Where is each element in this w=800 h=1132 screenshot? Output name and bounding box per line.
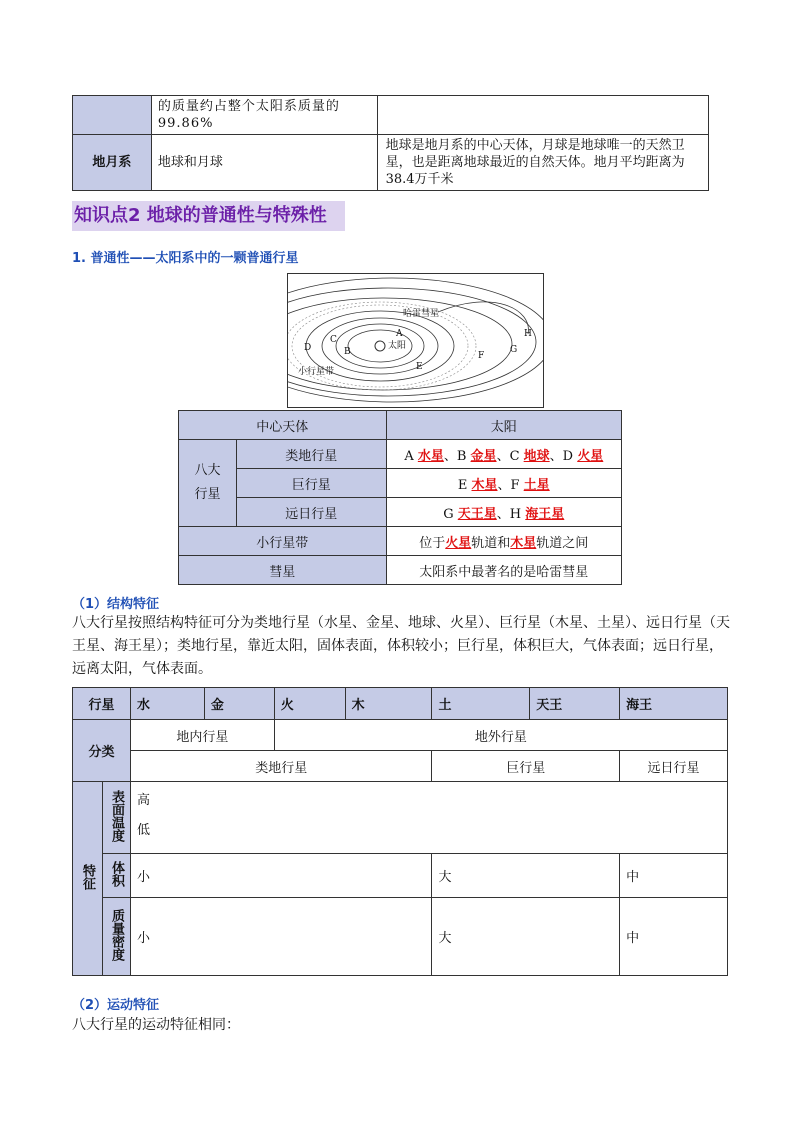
answer-jupiter: 木星 <box>471 477 498 493</box>
volume-label <box>102 854 130 898</box>
row-label <box>73 96 152 135</box>
planet-letter-c: C <box>330 335 337 345</box>
density-far: 中 <box>620 898 728 976</box>
inner-planets: 地内行星 <box>130 720 274 751</box>
row-label: 地月系 <box>73 135 152 191</box>
comet-label: 哈雷彗星 <box>403 309 440 319</box>
table-cell <box>377 96 708 135</box>
text-run: 轨道和 <box>471 535 511 551</box>
comet-orbit <box>438 302 528 334</box>
text-run: 、D <box>549 448 578 464</box>
text-run: 、B <box>443 448 471 464</box>
asteroid-label: 小行星带 <box>179 527 387 556</box>
giant-class: 巨行星 <box>432 751 620 782</box>
planet-cell: 金 <box>204 688 274 720</box>
terrestrial-value <box>386 440 621 469</box>
giant-value <box>386 469 621 498</box>
answer-earth: 地球 <box>523 448 550 464</box>
table-row <box>179 469 622 498</box>
density-terrestrial: 小 <box>130 898 432 976</box>
sub-heading: 1. 普通性——太阳系中的一颗普通行星 <box>72 251 299 266</box>
answer-venus: 金星 <box>470 448 497 464</box>
volume-giant: 大 <box>432 854 620 898</box>
density-label <box>102 898 130 976</box>
top-table <box>72 95 709 191</box>
table-row <box>73 688 728 720</box>
planet-cell: 水 <box>130 688 204 720</box>
text-run: E <box>457 477 472 493</box>
outer-planets: 地外行星 <box>274 720 727 751</box>
planet-label: 行星 <box>73 688 131 720</box>
planet-letter-e: E <box>416 362 423 372</box>
class-label: 分类 <box>73 720 131 782</box>
density-label-text: 质量密度 <box>108 908 124 961</box>
answer-uranus: 天王星 <box>457 506 497 522</box>
planet-table <box>178 410 622 585</box>
asteroid-value <box>386 527 621 556</box>
answer-mars-orbit: 火星 <box>445 535 472 551</box>
sun-icon <box>375 341 385 351</box>
feature-table <box>72 687 728 976</box>
planet-cell: 天王 <box>530 688 620 720</box>
planet-letter-g: G <box>510 345 518 355</box>
section-heading: 知识点2 地球的普通性与特殊性 <box>72 201 345 231</box>
table-row <box>73 782 728 854</box>
motion-heading: （2）运动特征 <box>72 998 160 1013</box>
giant-label: 巨行星 <box>236 469 386 498</box>
temp-low: 低 <box>136 823 150 838</box>
terrestrial-label: 类地行星 <box>236 440 386 469</box>
table-row <box>73 720 728 751</box>
sun-label: 太阳 <box>388 341 407 351</box>
table-row <box>73 135 709 191</box>
table-cell: 地球和月球 <box>151 135 377 191</box>
orbit-f <box>288 288 536 396</box>
eight-planets-label: 八大行星 <box>179 440 237 527</box>
planet-cell: 火 <box>274 688 345 720</box>
text-run: 轨道之间 <box>536 535 589 551</box>
text-run: 、F <box>497 477 524 493</box>
far-label: 远日行星 <box>236 498 386 527</box>
table-row <box>73 854 728 898</box>
density-giant: 大 <box>432 898 620 976</box>
volume-label-text: 体积 <box>108 860 124 887</box>
temp-high: 高 <box>136 793 150 808</box>
solar-system-diagram <box>287 273 544 408</box>
table-row <box>179 556 622 585</box>
planet-cell: 土 <box>432 688 530 720</box>
far-class: 远日行星 <box>620 751 728 782</box>
table-row <box>73 751 728 782</box>
planet-letter-d: D <box>304 343 312 353</box>
table-row <box>179 527 622 556</box>
planet-cell: 木 <box>345 688 432 720</box>
answer-saturn: 土星 <box>523 477 550 493</box>
table-row <box>73 96 709 135</box>
feature-label-text: 特征 <box>79 863 95 890</box>
volume-far: 中 <box>620 854 728 898</box>
answer-mars: 火星 <box>577 448 604 464</box>
planet-letter-h: H <box>524 329 532 339</box>
text-run: 、C <box>496 448 524 464</box>
table-header: 中心天体 <box>179 411 387 440</box>
planet-letter-b: B <box>344 347 351 357</box>
text-run: G <box>443 506 458 522</box>
text-run: A <box>404 448 418 464</box>
orbit-diagram-svg <box>288 274 543 407</box>
structure-heading: （1）结构特征 <box>72 597 160 612</box>
feature-label <box>73 782 103 976</box>
text-run: 、H <box>496 506 526 522</box>
table-row <box>179 498 622 527</box>
table-header: 太阳 <box>386 411 621 440</box>
motion-paragraph: 八大行星的运动特征相同： <box>72 1017 240 1033</box>
answer-neptune: 海王星 <box>525 506 565 522</box>
far-value <box>386 498 621 527</box>
planet-letter-a: A <box>396 329 403 339</box>
temp-label-text: 表面温度 <box>108 789 124 842</box>
temp-values <box>130 782 727 854</box>
volume-terrestrial: 小 <box>130 854 432 898</box>
table-cell: 地球是地月系的中心天体，月球是地球唯一的天然卫星，也是距离地球最近的自然天体。地月平均距离为38.4万千米 <box>377 135 708 191</box>
table-row <box>179 440 622 469</box>
structure-paragraph: 八大行星按照结构特征可分为类地行星（水星、金星、地球、火星）、巨行星（木星、土星）、远日行星（天王星、海王星）；类地行星，靠近太阳，固体表面，体积较小；巨行星，体积巨大，气体表面；远日行星，远离太阳，气体表面。 <box>72 615 730 677</box>
answer-mercury: 水星 <box>417 448 444 464</box>
table-cell: 的质量约占整个太阳系质量的99.86% <box>151 96 377 135</box>
planet-letter-f: F <box>478 351 485 361</box>
temp-label <box>102 782 130 854</box>
answer-jupiter-orbit: 木星 <box>510 535 537 551</box>
asteroid-belt-label: 小行星带 <box>298 367 335 377</box>
planet-cell: 海王 <box>620 688 728 720</box>
terrestrial-class: 类地行星 <box>130 751 432 782</box>
table-row <box>73 898 728 976</box>
comet-label: 彗星 <box>179 556 387 585</box>
text-run: 位于 <box>419 535 446 551</box>
table-row <box>179 411 622 440</box>
comet-value: 太阳系中最著名的是哈雷彗星 <box>386 556 621 585</box>
